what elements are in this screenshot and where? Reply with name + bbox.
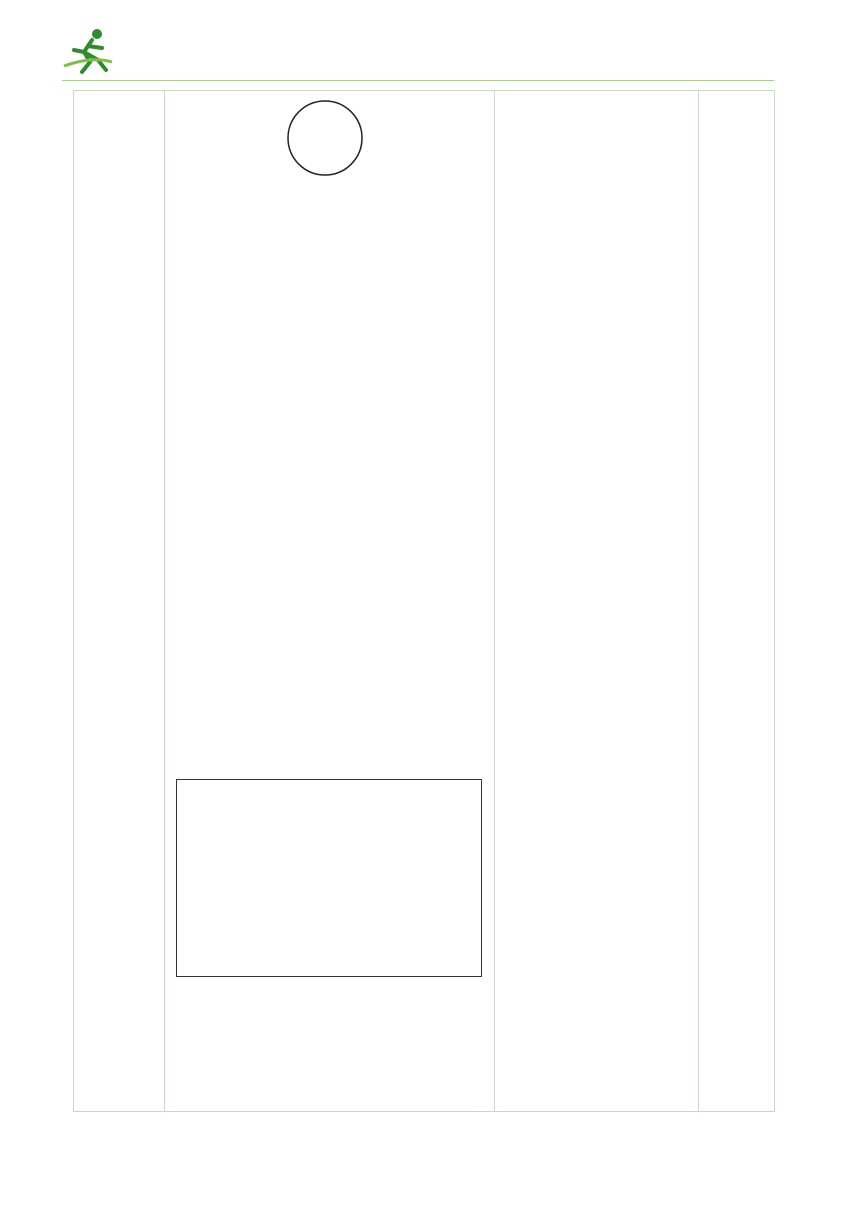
page-header <box>0 0 860 90</box>
lesson-table <box>73 90 775 1112</box>
teacher-activity-column <box>168 97 496 286</box>
rearranged-strip-figure <box>516 211 676 273</box>
runner-logo-icon <box>62 26 232 76</box>
worksheet-box <box>176 779 482 977</box>
column-divider <box>164 91 165 1111</box>
grid-circle-figure <box>286 99 364 177</box>
sector-circle-figure <box>518 107 698 207</box>
column-divider <box>698 91 699 1111</box>
sector-circle-figure <box>255 798 415 888</box>
student-activity-column <box>498 97 698 273</box>
design-intent-column <box>78 97 162 167</box>
header-divider <box>62 80 774 81</box>
